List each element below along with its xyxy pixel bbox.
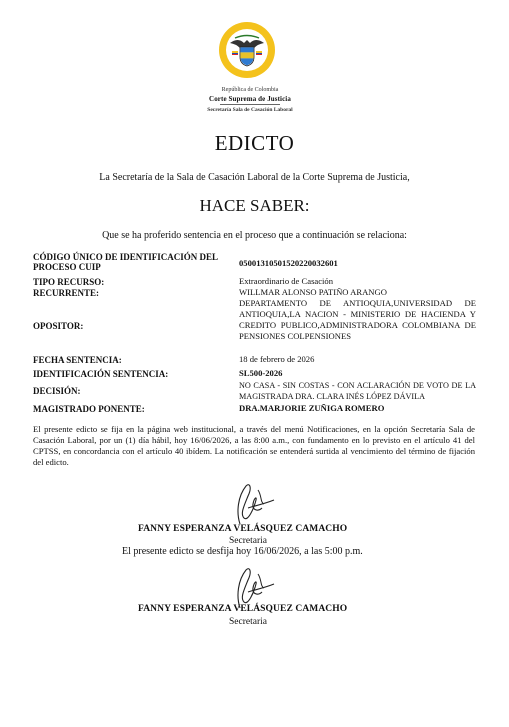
signature-1-role: Secretaria (229, 536, 267, 546)
court-seal-logo (219, 22, 275, 78)
recurrente-label: RECURRENTE: (33, 288, 100, 298)
codigo-value: 05001310501520220032601 (239, 258, 338, 268)
desfija-text: El presente edicto se desfija hoy 16/06/2026, a las 5:00 p.m. (122, 546, 363, 557)
signature-1-image (218, 478, 282, 528)
magistrado-label: MAGISTRADO PONENTE: (33, 404, 145, 414)
header-republica: República de Colombia (221, 87, 279, 93)
recurrente-value: WILLMAR ALONSO PATIÑO ARANGO (239, 287, 387, 297)
fijacion-paragraph: El presente edicto se fija en la página web institucional, a través del menú Notificaciones, en la opción Secretaría Sala de Casación Laboral, por un (1) día hábil, hoy 16/06/2026, a las 8:00 a.m., con fundamento en lo previsto en el artículo 41 del CPTSS, en concordancia con el artículo 40 ibídem. La notificación se entenderá surtida al vencimiento del término de fijación del edicto. (33, 424, 475, 467)
magistrado-value: DRA.MARJORIE ZUÑIGA ROMERO (239, 403, 385, 413)
identificacion-value: SL500-2026 (239, 368, 283, 378)
document-title: EDICTO (214, 131, 295, 155)
header-divider (220, 104, 280, 105)
decision-value: NO CASA - SIN COSTAS - CON ACLARACIÓN DE VOTO DE LA MAGISTRADA DRA. CLARA INÉS LÓPEZ DÁVILA (239, 381, 476, 401)
fecha-label: FECHA SENTENCIA: (33, 355, 122, 365)
tipo-value: Extraordinario de Casación (239, 276, 334, 286)
decision-label: DECISIÓN: (33, 386, 81, 396)
header-secretaria: Secretaría Sala de Casación Laboral (207, 107, 293, 113)
tipo-label: TIPO RECURSO: (33, 277, 105, 287)
opositor-label: OPOSITOR: (33, 321, 84, 331)
opositor-value: DEPARTAMENTO DE ANTIOQUIA,UNIVERSIDAD DE ANTIOQUIA,LA NACION - MINISTERIO DE HACIENDA Y CREDITO PUBLICO,ADMINISTRADORA COLOMBIANA DE PENSIONES COLPENSIONES (239, 298, 476, 341)
signature-2-role: Secretaria (229, 617, 267, 627)
signature-1-name: FANNY ESPERANZA VELÁSQUEZ CAMACHO (138, 524, 348, 534)
intro-text: La Secretaría de la Sala de Casación Laboral de la Corte Suprema de Justicia, (99, 172, 410, 183)
signature-2-name: FANNY ESPERANZA VELÁSQUEZ CAMACHO (138, 604, 348, 614)
fecha-value: 18 de febrero de 2026 (239, 354, 315, 364)
hace-saber-heading: HACE SABER: (199, 196, 310, 215)
relaciona-text: Que se ha proferido sentencia en el proceso que a continuación se relaciona: (102, 230, 407, 241)
codigo-label: CÓDIGO ÚNICO DE IDENTIFICACIÓN DEL PROCESO CUIP (33, 252, 218, 272)
identificacion-label: IDENTIFICACIÓN SENTENCIA: (33, 369, 169, 379)
header-corte: Corte Suprema de Justicia (209, 95, 291, 103)
